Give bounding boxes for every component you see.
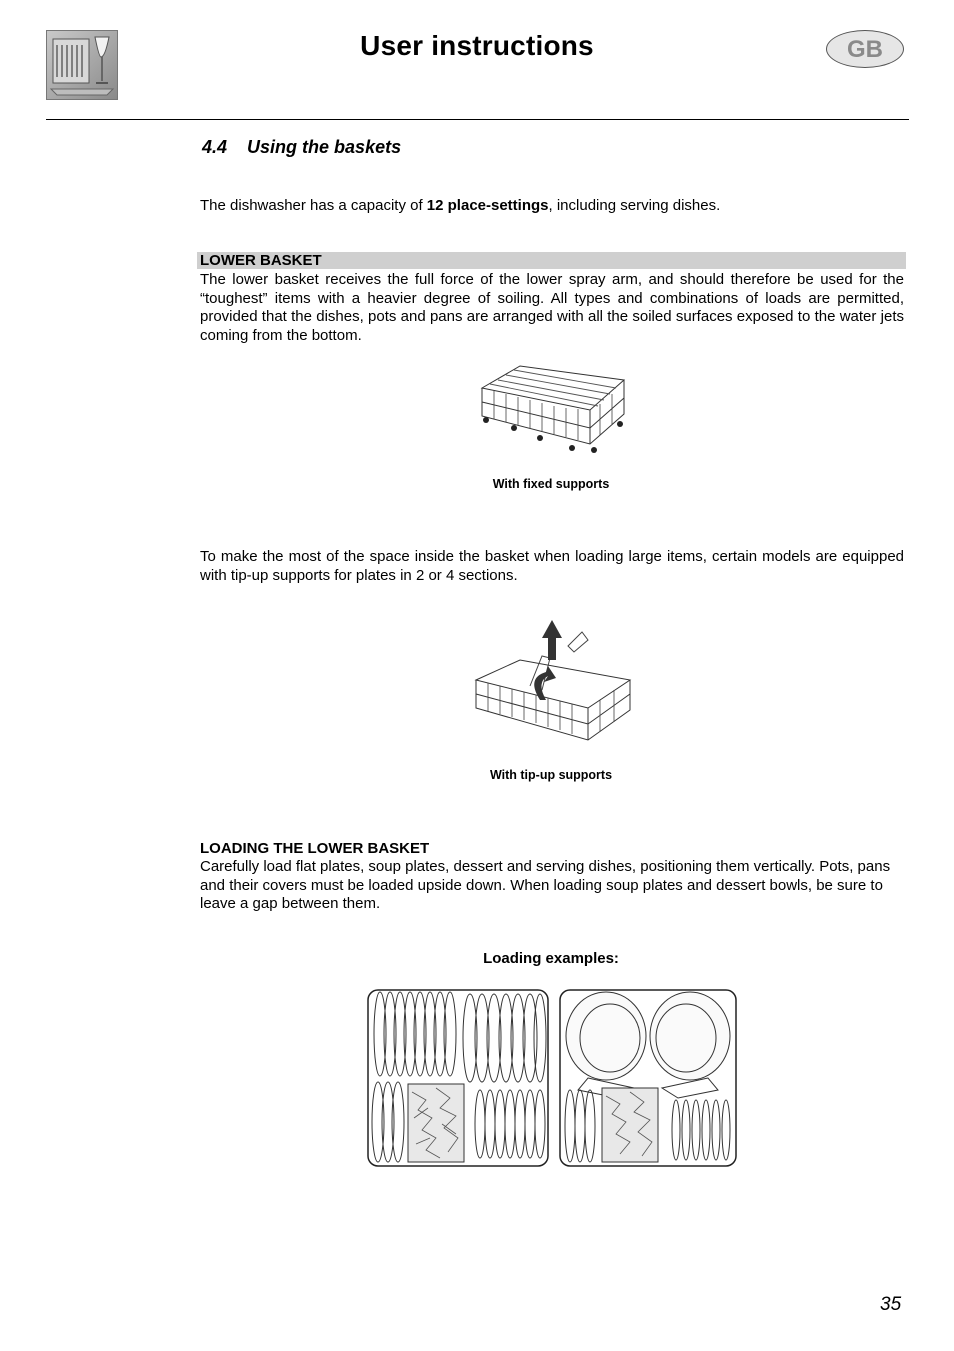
basket-fixed-supports-figure xyxy=(474,358,630,473)
language-badge: GB xyxy=(826,30,904,68)
lower-basket-paragraph: The lower basket receives the full force of the lower spray arm, and should therefore be used for the “toughest” items with a heavier degree of soiling. All types and combinations of loads are permitted, provided that the dishes, pots and pans are arranged with all the soiled surfaces exposed to the water jets coming from the bottom. xyxy=(200,271,904,344)
loading-paragraph: Carefully load flat plates, soup plates, dessert and serving dishes, positioning them vertically. Pots, pans and their covers must be loaded upside down. When loading soup plates and dessert bowls, be sure to leave a gap between them. xyxy=(200,858,891,912)
fixed-supports-caption: With fixed supports xyxy=(492,477,610,491)
page-title: User instructions xyxy=(360,30,594,61)
loading-heading: LOADING THE LOWER BASKET xyxy=(200,840,430,857)
intro-paragraph xyxy=(200,197,904,216)
page-number: 35 xyxy=(880,1294,902,1315)
section-title: Using the baskets xyxy=(247,137,402,157)
loading-example-pots-figure xyxy=(558,988,738,1173)
intro-text-bold: 12 place-settings xyxy=(426,197,549,214)
header-divider xyxy=(46,119,909,120)
basket-tipup-supports-figure xyxy=(470,616,634,763)
section-heading xyxy=(202,137,401,158)
tipup-supports-caption: With tip-up supports xyxy=(489,768,613,782)
tipup-paragraph: To make the most of the space inside the basket when loading large items, certain models are equipped with tip-up supports for plates in 2 or 4 sections. xyxy=(200,548,904,584)
section-number: 4.4 xyxy=(202,137,228,157)
intro-text-before: The dishwasher has a capacity of xyxy=(200,197,427,214)
loading-examples-label: Loading examples: xyxy=(483,950,619,967)
lower-basket-heading: LOWER BASKET xyxy=(200,252,322,269)
intro-text-after: , including serving dishes. xyxy=(548,197,721,214)
loading-example-plates-figure xyxy=(366,988,550,1173)
